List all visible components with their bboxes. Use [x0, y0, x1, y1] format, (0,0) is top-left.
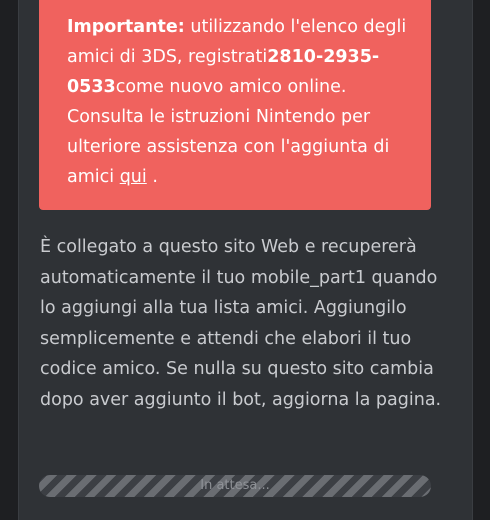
alert-text-part2: come nuovo amico online. Consulta le istruzioni Nintendo per ulteriore assistenza con l'aggiunta di amici	[67, 77, 390, 187]
important-alert	[39, 0, 431, 210]
friend-code: 2810-2935-0533	[67, 47, 380, 97]
bot-description: È collegato a questo sito Web e recupererà automaticamente il tuo mobile_part1 quando lo aggiungi alla tua lista amici. Aggiungilo semplicemente e attendi che elabori il tuo codice amico. Se nulla su questo sito cambia dopo aver aggiunto il bot, aggiorna la pagina.	[40, 237, 442, 410]
waiting-progress-bar	[39, 475, 431, 497]
progress-label: In attesa...	[200, 478, 270, 493]
alert-text-part1: utilizzando l'elenco degli amici di 3DS, registrati	[67, 17, 407, 67]
alert-text-end: .	[146, 167, 158, 187]
alert-prefix: Importante:	[67, 17, 185, 37]
instructions-link[interactable]: qui	[119, 167, 147, 187]
